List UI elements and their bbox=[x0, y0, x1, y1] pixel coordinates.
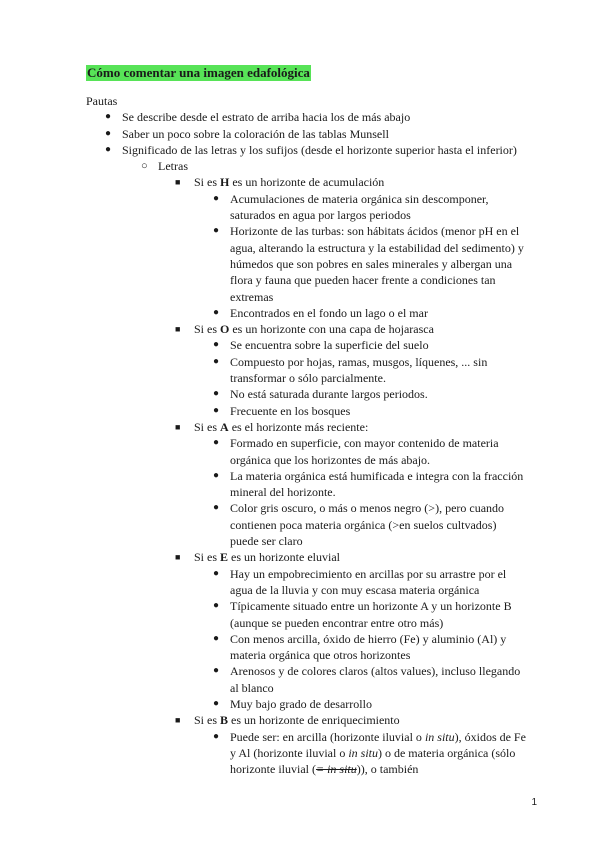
square-bullet-icon: ■ bbox=[175, 715, 181, 726]
bullet-icon: ● bbox=[213, 600, 220, 612]
list-item: ● Acumulaciones de materia orgánica sin descomponer, saturados en agua por largos periodos bbox=[213, 191, 489, 223]
horizon-a bbox=[86, 419, 526, 435]
horizon-e-details bbox=[86, 566, 526, 713]
bullet-icon: ● bbox=[213, 567, 220, 579]
bullet-icon: ● bbox=[213, 730, 220, 742]
list-item: ○ Letras bbox=[141, 159, 188, 174]
horizon-h-details bbox=[86, 191, 526, 321]
list-item: ■ Si es A es el horizonte más reciente: bbox=[175, 419, 369, 434]
list-item: ■ Si es H es un horizonte de acumulación bbox=[175, 175, 385, 190]
horizon-o bbox=[86, 321, 526, 337]
bullet-icon: ● bbox=[105, 111, 112, 123]
list-item: ■ Si es B es un horizonte de enriquecimiento bbox=[175, 713, 400, 728]
list-item: ● Compuesto por hojas, ramas, musgos, líquenes, ... sin transformar o sólo parcialmente. bbox=[213, 354, 488, 386]
list-item: ● Formado en superficie, con mayor contenido de materia orgánica que los horizontes de más abajo. bbox=[213, 436, 499, 467]
horizon-b bbox=[86, 712, 526, 728]
horizon-a-details bbox=[86, 435, 526, 549]
list-item: ■ Si es O es un horizonte con una capa de hojarasca bbox=[175, 322, 434, 337]
horizon-e bbox=[86, 549, 526, 565]
document-body bbox=[86, 93, 526, 777]
horizon-o-details bbox=[86, 337, 526, 418]
square-bullet-icon: ■ bbox=[175, 552, 181, 563]
list-item: ● La materia orgánica está humificada e integra con la fracción mineral del horizonte. bbox=[213, 468, 524, 500]
page-number: 1 bbox=[531, 797, 537, 808]
bullet-icon: ● bbox=[213, 355, 220, 367]
list-item: ● Muy bajo grado de desarrollo bbox=[213, 696, 372, 711]
list-item: ● No está saturada durante largos periodos. bbox=[213, 387, 428, 402]
bullet-icon: ● bbox=[213, 469, 220, 481]
bullet-icon: ● bbox=[213, 404, 220, 416]
list-item: ● Encontrados en el fondo un lago o el mar bbox=[213, 305, 428, 320]
bullet-icon: ● bbox=[213, 437, 220, 449]
list-item: ■ Si es E es un horizonte eluvial bbox=[175, 550, 340, 565]
horizon-b-details bbox=[86, 729, 526, 778]
list-item: ● Color gris oscuro, o más o menos negro (>), pero cuando contienen poca materia orgánica (>en suelos cultvados) puede ser claro bbox=[213, 501, 505, 549]
list-item: ● Saber un poco sobre la coloración de las tablas Munsell bbox=[105, 126, 389, 141]
square-bullet-icon: ■ bbox=[175, 421, 181, 432]
bullet-icon: ● bbox=[213, 502, 220, 514]
list-item: ● Arenosos y de colores claros (altos values), incluso llegando al blanco bbox=[213, 664, 521, 695]
bullet-icon: ● bbox=[213, 388, 220, 400]
bullet-icon: ● bbox=[213, 192, 220, 204]
list-item: ● Hay un empobrecimiento en arcillas por su arrastre por el agua de la lluvia y con muy escasa materia orgánica bbox=[213, 566, 507, 597]
page-title: Cómo comentar una imagen edafológica bbox=[87, 65, 310, 80]
list-item: ● Frecuente en los bosques bbox=[213, 403, 351, 418]
list-item: ● Puede ser: en arcilla (horizonte iluvial o in situ), óxidos de Fe y Al (horizonte iluvial o in situ) o de materia orgánica (sólo horizonte iluvial (= in situ)), o también bbox=[213, 729, 526, 777]
horizon-h bbox=[86, 174, 526, 190]
pautas-heading: Pautas bbox=[86, 94, 118, 108]
bullet-icon: ● bbox=[105, 143, 112, 155]
pautas-list bbox=[86, 109, 526, 158]
list-item: ● Se encuentra sobre la superficie del suelo bbox=[213, 338, 429, 353]
bullet-icon: ● bbox=[105, 127, 112, 139]
list-item: ● Con menos arcilla, óxido de hierro (Fe) y aluminio (Al) y materia orgánica que otros horizontes bbox=[213, 631, 507, 663]
bullet-icon: ● bbox=[213, 225, 220, 237]
bullet-icon: ● bbox=[213, 632, 220, 644]
list-item: ● Típicamente situado entre un horizonte A y un horizonte B (aunque se pueden encontrar entre otro más) bbox=[213, 599, 512, 630]
bullet-icon: ● bbox=[213, 665, 220, 677]
bullet-icon: ● bbox=[213, 306, 220, 318]
square-bullet-icon: ■ bbox=[175, 324, 181, 335]
bullet-icon: ● bbox=[213, 697, 220, 709]
bullet-icon: ● bbox=[213, 339, 220, 351]
circle-bullet-icon: ○ bbox=[141, 160, 148, 173]
list-item: ● Significado de las letras y los sufijos (desde el horizonte superior hasta el inferior) bbox=[105, 142, 517, 157]
letras-list bbox=[86, 158, 526, 174]
square-bullet-icon: ■ bbox=[175, 177, 181, 188]
list-item: ● Horizonte de las turbas: son hábitats ácidos (menor pH en el agua, alterando la estructura y la estabilidad del sedimento) y húmedos que son pobres en sales minerales y albergan una flora y fauna que pueden hacer frente a condiciones tan extremas bbox=[213, 224, 524, 304]
list-item: ● Se describe desde el estrato de arriba hacia los de más abajo bbox=[105, 110, 411, 125]
